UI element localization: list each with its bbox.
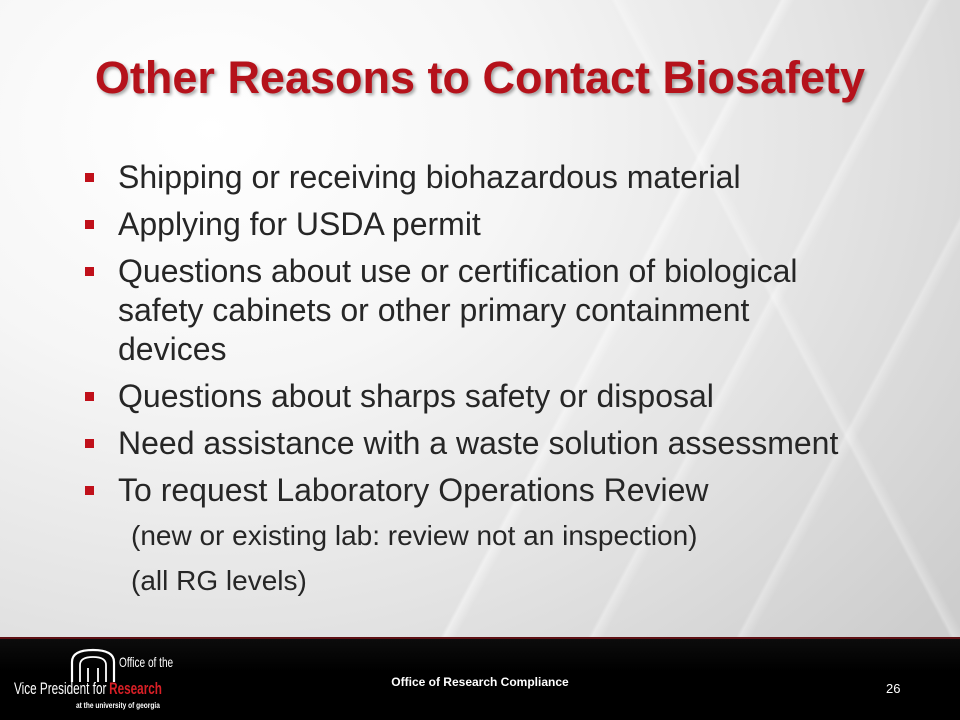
footer-office-name: Office of Research Compliance xyxy=(391,675,569,689)
logo-university-line: at the university of georgia xyxy=(76,701,160,710)
page-number: 26 xyxy=(886,681,901,696)
bullet-item xyxy=(0,471,960,510)
bullet-text: safety cabinets or other primary containment xyxy=(118,292,750,328)
bullet-item xyxy=(0,377,960,416)
bullet-item xyxy=(0,424,960,463)
slide-title: Other Reasons to Contact Biosafety xyxy=(94,52,866,103)
square-bullet-icon xyxy=(85,486,94,495)
logo-vice-president: Vice President for xyxy=(14,679,107,698)
bullet-text: Applying for USDA permit xyxy=(118,206,481,242)
bullet-item xyxy=(0,158,960,197)
bullet-list xyxy=(0,158,960,608)
square-bullet-icon xyxy=(85,173,94,182)
bullet-item xyxy=(0,205,960,244)
logo-research: Research xyxy=(109,679,162,698)
bullet-text: To request Laboratory Operations Review xyxy=(118,472,709,508)
bullet-text: Questions about sharps safety or disposal xyxy=(118,378,714,414)
bullet-item xyxy=(0,252,960,369)
bullet-text: Need assistance with a waste solution assessment xyxy=(118,425,839,461)
logo-office-of-the: Office of the xyxy=(119,654,174,670)
square-bullet-icon xyxy=(85,439,94,448)
square-bullet-icon xyxy=(85,220,94,229)
bullet-text: devices xyxy=(118,331,227,367)
bullet-text: Shipping or receiving biohazardous material xyxy=(118,159,741,195)
sub-note: (new or existing lab: review not an inspection) xyxy=(131,520,698,551)
square-bullet-icon xyxy=(85,267,94,276)
sub-note: (all RG levels) xyxy=(131,565,307,596)
square-bullet-icon xyxy=(85,392,94,401)
bullet-text: Questions about use or certification of biological xyxy=(118,253,798,289)
footer-bar xyxy=(0,637,960,720)
